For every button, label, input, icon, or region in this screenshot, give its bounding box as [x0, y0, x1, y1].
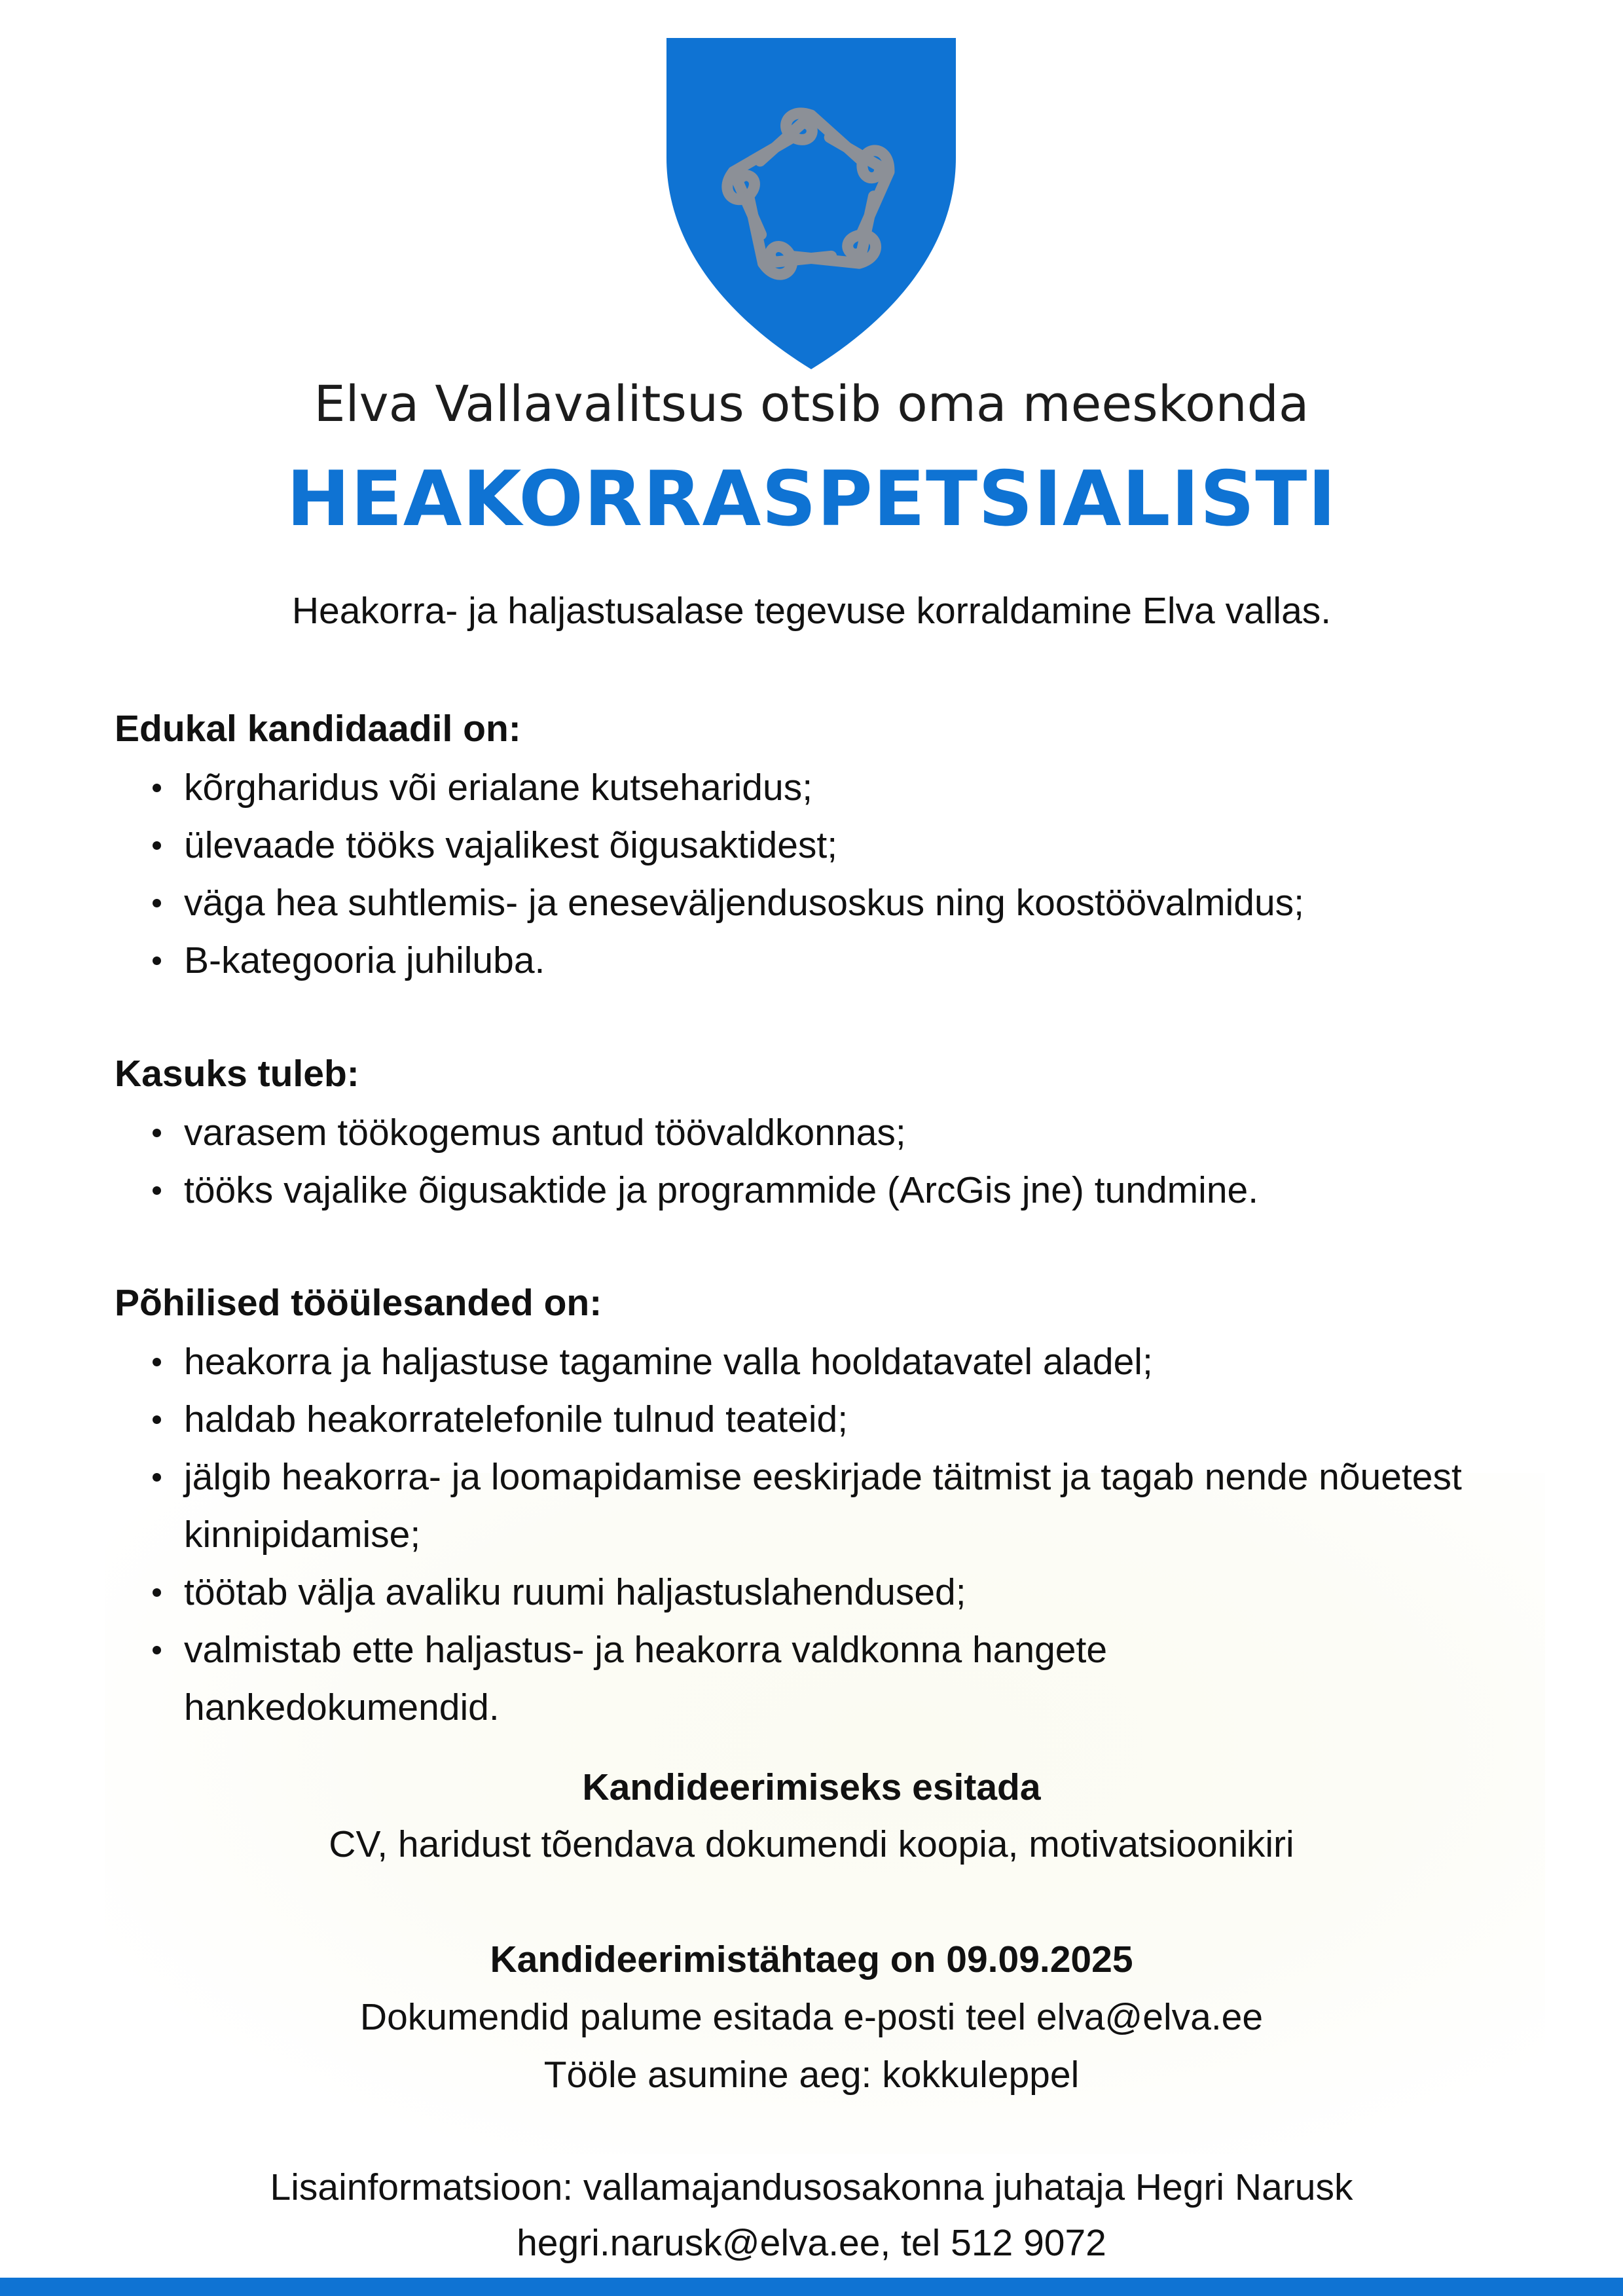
list-item: B-kategooria juhiluba. — [115, 932, 1489, 989]
job-summary: Heakorra- ja haljastusalase tegevuse korraldamine Elva vallas. — [291, 590, 1332, 632]
list-item: heakorra ja haljastuse tagamine valla hooldatavatel aladel; — [115, 1333, 1489, 1391]
list-item: valmistab ette haljastus- ja heakorra valdkonna hangete hankedokumendid. — [115, 1621, 1349, 1736]
advantages-heading: Kasuks tuleb: — [115, 1053, 359, 1095]
contact-info: Lisainformatsioon: vallamajandusosakonna juhataja Hegri Narusk — [270, 2166, 1353, 2208]
list-item: haldab heakorratelefonile tulnud teateid; — [115, 1391, 1489, 1448]
contact-details: hegri.narusk@elva.ee, tel 512 9072 — [517, 2222, 1106, 2264]
list-item: kõrgharidus või erialane kutseharidus; — [115, 759, 1489, 816]
start-date: Tööle asumine aeg: kokkuleppel — [543, 2054, 1080, 2096]
requirements-list — [115, 759, 1489, 989]
page-subtitle: Elva Vallavalitsus otsib oma meeskonda — [314, 374, 1309, 433]
duties-heading: Põhilised tööülesanded on: — [115, 1282, 602, 1324]
required-documents: CV, haridust tõendava dokumendi koopia, motivatsioonikiri — [329, 1823, 1294, 1865]
list-item: ülevaade tööks vajalikest õigusaktidest; — [115, 816, 1489, 874]
submission-instructions: Dokumendid palume esitada e-posti teel elva@elva.ee — [359, 1996, 1264, 2038]
list-item: jälgib heakorra- ja loomapidamise eeskirjade täitmist ja tagab nende nõuetest kinnipidamise; — [115, 1448, 1493, 1563]
list-item: töötab välja avaliku ruumi haljastuslahendused; — [115, 1563, 1489, 1621]
advantages-list — [115, 1104, 1489, 1219]
list-item: väga hea suhtlemis- ja eneseväljendusoskus ning koostöövalmidus; — [115, 874, 1489, 932]
requirements-heading: Edukal kandidaadil on: — [115, 708, 521, 750]
elva-coat-of-arms-icon — [665, 37, 957, 371]
duties-list — [115, 1333, 1489, 1736]
page-title: HEAKORRASPETSIALISTI — [286, 455, 1337, 543]
list-item: varasem töökogemus antud töövaldkonnas; — [115, 1104, 1489, 1161]
list-item: tööks vajalike õigusaktide ja programmide (ArcGis jne) tundmine. — [115, 1161, 1489, 1219]
application-heading: Kandideerimiseks esitada — [582, 1766, 1041, 1808]
bottom-accent-bar — [0, 2278, 1623, 2296]
application-deadline: Kandideerimistähtaeg on 09.09.2025 — [490, 1939, 1133, 1980]
